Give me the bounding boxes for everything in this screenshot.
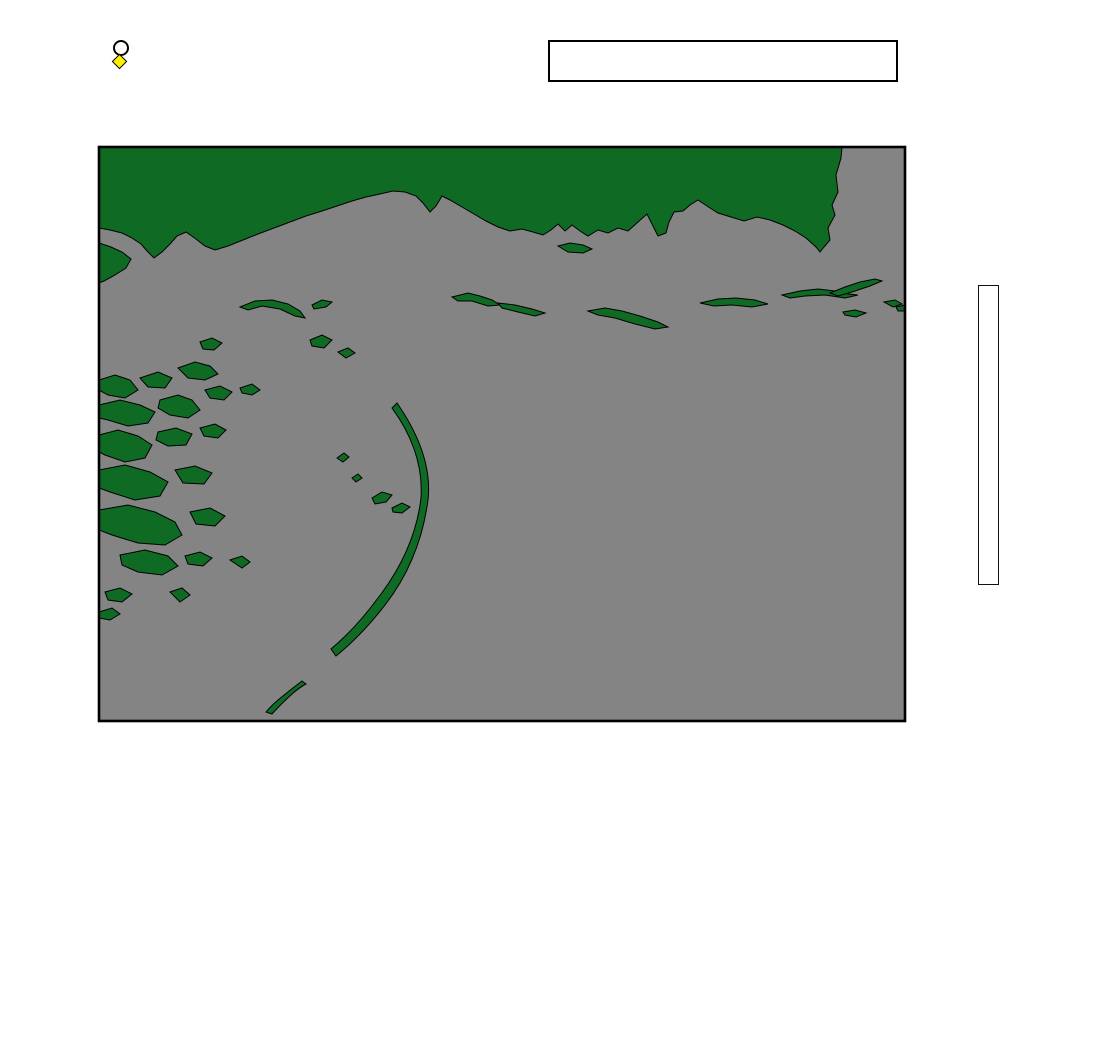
colorbar [978,285,999,585]
